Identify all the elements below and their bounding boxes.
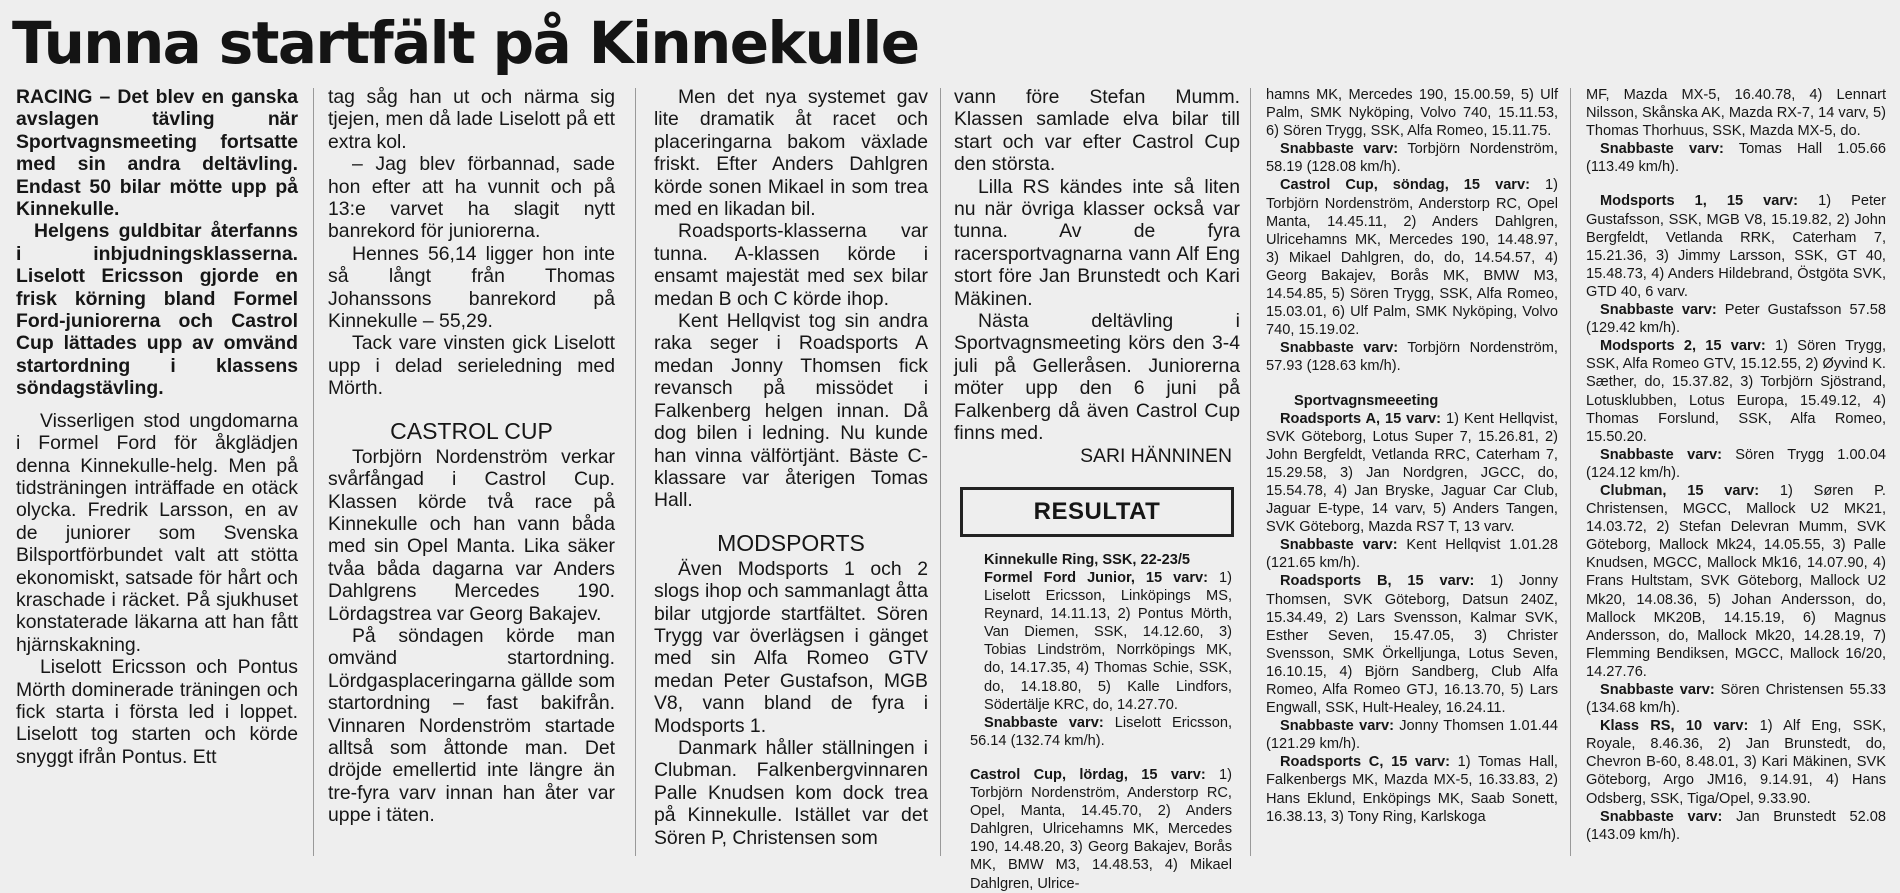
result-text: 1) Peter Gustafsson, SSK, MGB V8, 15.19.82, 2) John Bergfeldt, Vetlanda RRK, Caterham 7, 15.21.36, 3) Jimmy Larsson, SSK, GT 40, 15.48.73, 4) Anders Hildebrand, Östgöta SVK, GTD 40, 6 varv.	[1586, 193, 1887, 300]
body-paragraph: Roadsports-klasserna var tunna. A-klassen körde i ensamt majestät med sex bilar medan B och C körde ihop.	[654, 220, 928, 310]
result-class: Roadsports B, 15 varv:	[1280, 573, 1475, 590]
column-rule	[1250, 88, 1251, 856]
body-paragraph: Hennes 56,14 ligger hon inte så långt från Thomas Johanssons banrekord på Kinnekulle – 55,29.	[328, 242, 615, 333]
lead-paragraph: Helgens guldbitar återfanns i inbjudningsklasserna. Liselott Ericsson gjorde en frisk körning bland Formel Ford-juniorerna och Castrol Cup lättades upp av omvänd startordning i klassens söndagstävling.	[16, 220, 298, 400]
result-text: 1) Alf Eng, SSK, Royale, 8.46.36, 2) Jan Brunstedt, do, Chevron B-60, 8.48.01, 3) Kari Mäkinen, SVK Göteborg, Argo JM16, 9.14.91, 4) Hans Odsberg, SSK, Tiga/Opel, 9.33.90.	[1586, 718, 1887, 807]
column-1	[16, 86, 298, 856]
body-paragraph: – Jag blev förbannad, sade hon efter att ha vunnit och på 13:e varvet ha slagit nytt banrekord för juniorerna.	[328, 153, 615, 243]
body-paragraph: På söndagen körde man omvänd startordning. Lördgasplaceringarna gällde som startordning – fast bakifrån. Vinnaren Nordenström startade alltså som åttonde man. Det dröjde emellertid inte längre än tre-fyra varv innan han åter var uppe i täten.	[328, 624, 615, 827]
body-paragraph: Även Modsports 1 och 2 slogs ihop och sammanlagt åtta bilar utgjorde startfältet. Sören Trygg var överlägsen i gänget med sin Alfa Romeo GTV medan Peter Gustafson, MGB V8, vann bland de fyra i Modsports 1.	[654, 557, 928, 737]
result-text: MF, Mazda MX-5, 16.40.78, 4) Lennart Nilsson, Skånska AK, Mazda RX-7, 14 varv, 5) Thomas Thorhuus, SSK, Mazda MX-5, do.	[1586, 87, 1886, 140]
subhead-castrol-cup: CASTROL CUP	[390, 417, 553, 444]
column-rule	[313, 88, 314, 856]
result-class: Snabbaste varv:	[1600, 141, 1724, 158]
result-entry	[1586, 140, 1886, 176]
column-rule	[940, 88, 941, 856]
column-rule	[635, 88, 636, 856]
result-text: 1) Liselott Ericsson, Linköpings MS, Reynard, 14.11.13, 2) Pontus Mörth, Van Diemen, SSK, 14.12.60, 3) Tobias Lindström, Norrköpings MK, do, 14.17.35, 4) Thomas Schie, SSK, do, 14.18.80, 5) Kalle Lindfors, Södertälje KRC, do, 14.27.70.	[984, 570, 1233, 713]
result-entry	[970, 714, 1232, 750]
result-entry	[1266, 176, 1558, 339]
column-5	[1266, 86, 1558, 856]
result-text: Torbjörn Nordenström, 57.93 (128.63 km/h).	[1266, 340, 1558, 375]
body-paragraph: Visserligen stod ungdomarna i Formel Ford för åkglädjen denna Kinnekulle-helg. Men på tidsträningen inträffade en otäck olycka. Fredrik Larsson, en av de juniorer som Svenska Bilsportförbundet valt att stötta ekonomiskt, satsade för hårt och kraschade i räcket. På sjukhuset konstaterade läkarna att han fått hjärnskakning.	[16, 409, 298, 656]
result-class: Roadsports C, 15 varv:	[1280, 754, 1450, 771]
result-class: Snabbaste varv:	[1280, 141, 1399, 158]
result-class: Roadsports A, 15 varv:	[1280, 410, 1442, 427]
result-text: 1) Tomas Hall, Falkenbergs MK, Mazda MX-5, 16.33.83, 2) Hans Eklund, Enköpings MK, Saab Sonett, 16.38.13, 3) Tony Ring, Karlskoga	[1266, 754, 1558, 825]
result-text: hamns MK, Mercedes 190, 15.00.59, 5) Ulf Palm, SMK Nyköping, Volvo 740, 15.11.53, 6) Sören Trygg, SSK, Alfa Romeo, 15.11.75.	[1266, 87, 1558, 140]
result-text: 1) Søren P. Christensen, MGCC, Mallock U2 MK21, 14.03.72, 2) Stefan Delevran Mumm, SVK Göteborg, Mallock Mk24, 14.05.55, 3) Palle Knudsen, MGCC, Mallock Mk16, 14.07.90, 4) Frans Hultstam, SVK Göteborg, Mallock U2 Mk20, 14.08.36, 5) Johan Andersson, do, Mallock MK20B, 14.15.19, 6) Magnus Andersson, do, Mallock Mk20, 14.28.19, 7) Flemming Bendiksen, MGCC, Mallock 16/20, 14.27.76.	[1586, 482, 1886, 680]
result-entry	[970, 569, 1232, 714]
result-class: Snabbaste varv:	[1600, 808, 1723, 825]
result-entry	[1266, 410, 1558, 537]
result-class: Snabbaste varv:	[1280, 718, 1394, 735]
body-paragraph: Men det nya systemet gav lite dramatik åt racet och placeringarna bakom växlade friskt. Efter Anders Dahlgren körde sonen Mikael in som trea med en likadan bil.	[654, 86, 928, 221]
headline: Tunna startfält på Kinnekulle	[12, 9, 919, 77]
result-text: 1) Kent Hellqvist, SVK Göteborg, Lotus Super 7, 15.26.81, 2) John Bergfeldt, Vetlanda RRC, Caterham 7, 15.29.58, 3) Jan Nordgren, JGCC, do, 15.54.78, 4) Jan Bryske, Jaguar Car Club, Jaguar E-type, 14 varv, 5) Anders Tangen, SVK Göteborg, Mazda RS7 T, 13 varv.	[1266, 410, 1558, 536]
result-entry	[1586, 446, 1886, 482]
result-text: 1) Sören Trygg, SSK, Alfa Romeo GTV, 15.12.55, 2) Øyvind K. Sæther, do, 15.37.82, 3) Torbjörn Sjöstrand, Lotusklubben, Lotus Europa, 15.49.12, 4) Thomas Forslund, SSK, Alfa Romeo, 15.50.20.	[1586, 338, 1886, 445]
result-class: Clubman, 15 varv:	[1600, 482, 1760, 499]
result-text: Kent Hellqvist 1.01.28 (121.65 km/h).	[1266, 537, 1558, 572]
result-text: Jonny Thomsen 1.01.44 (121.29 km/h).	[1266, 718, 1558, 753]
column-3	[654, 86, 928, 856]
result-text: Sören Trygg 1.00.04 (124.12 km/h).	[1586, 446, 1886, 481]
result-entry	[1266, 86, 1558, 140]
results-header: Kinnekulle Ring, SSK, 22-23/5	[984, 551, 1190, 568]
result-class: Snabbaste varv:	[1600, 446, 1722, 463]
result-entry	[1586, 717, 1886, 807]
result-class: Modsports 1, 15 varv:	[1600, 193, 1799, 210]
results-box	[960, 487, 1234, 537]
result-entry	[1586, 337, 1886, 446]
result-class: Snabbaste varv:	[1280, 340, 1399, 357]
result-entry	[1266, 717, 1558, 753]
body-paragraph: Lilla RS kändes inte så liten nu när övriga klasser också var tunna. Av de fyra racersportvagnarna vann Alf Eng stort före Jan Brunstedt och Kari Mäkinen.	[954, 175, 1240, 310]
lead-paragraph: RACING – Det blev en ganska avslagen tävling när Sportvagnsmeeting fortsatte med sin andra deltävling. Endast 50 bilar mötte upp på Kinnekulle.	[16, 86, 298, 221]
result-entry	[1586, 808, 1886, 844]
result-entry	[1266, 753, 1558, 825]
body-paragraph: Kent Hellqvist tog sin andra raka seger i Roadsports A medan Jonny Thomsen fick revansch på missödet i Falkenberg helgen innan. Då dog bilen i ledning. Nu kunde han vinna välförtjänt. Bäste C-klassare var återigen Tomas Hall.	[654, 310, 928, 512]
body-paragraph: vann före Stefan Mumm. Klassen samlade elva bilar till start och var efter Castrol Cup den största.	[954, 86, 1240, 176]
result-entry	[1586, 86, 1886, 140]
body-paragraph: Torbjörn Nordenström verkar svårfångad i Castrol Cup. Klassen körde två race på Kinnekulle och han vann båda med sin Opel Manta. Lika säker tvåa båda dagarna var Anders Dahlgrens Mercedes 190. Lördagstrea var Georg Bakajev.	[328, 445, 615, 625]
result-text: Torbjörn Nordenström, 58.19 (128.08 km/h).	[1266, 141, 1558, 176]
result-text: 1) Torbjörn Nordenström, Anderstorp RC, Opel Manta, 14.45.11, 2) Anders Dahlgren, Ulricehamns MK, Mercedes 190, 14.48.97, 3) Mikael Dahlgren, do, do, 14.54.57, 4) Georg Bakajev, Borås MK, BMW M3, 14.54.85, 5) Sören Trygg, SSK, Alfa Romeo, 15.03.01, 6) Ulf Palm, SMK Nyköping, Volvo 740, 15.19.02.	[1266, 177, 1558, 339]
result-entry	[1586, 192, 1886, 301]
results-label: RESULTAT	[1033, 497, 1161, 525]
body-paragraph: Tack vare vinsten gick Liselott upp i delad serieledning med Mörth.	[328, 332, 615, 400]
result-entry	[1266, 536, 1558, 572]
body-paragraph: Danmark håller ställningen i Clubman. Falkenbergvinnaren Palle Knudsen kom dock trea på Kinnekulle. Istället var det Sören P, Christensen som	[654, 736, 928, 849]
result-entry	[970, 766, 1232, 893]
column-2	[328, 86, 615, 856]
result-text: Liselott Ericsson, 56.14 (132.74 km/h).	[970, 714, 1232, 749]
results-section-title: Sportvagnsmeeeting	[1294, 392, 1439, 409]
result-class: Formel Ford Junior, 15 varv:	[984, 570, 1209, 586]
result-text: Sören Christensen 55.33 (134.68 km/h).	[1586, 682, 1886, 717]
result-text: 1) Torbjörn Nordenström, Anderstorp RC, Opel, Manta, 14.45.70, 2) Anders Dahlgren, Ulricehamns MK, Mercedes 190, 14.48.20, 3) Georg Bakajev, Borås MK, BMW M3, 14.48.53, 4) Mikael Dahlgren, Ulrice-	[970, 766, 1232, 892]
column-rule	[1570, 88, 1571, 856]
result-entry	[1586, 681, 1886, 717]
result-text: Tomas Hall 1.05.66 (113.49 km/h).	[1586, 141, 1887, 176]
body-paragraph: Liselott Ericsson och Pontus Mörth dominerade träningen och fick starta i första led i loppet. Liselott tog starten och körde snyggt ifrån Pontus. Ett	[16, 656, 298, 768]
result-text: Peter Gustafsson 57.58 (129.42 km/h).	[1586, 302, 1886, 337]
lead-paragraphs	[16, 86, 298, 400]
column-4	[954, 86, 1240, 892]
result-entry	[1586, 482, 1886, 681]
body-paragraph: tag såg han ut och närma sig tjejen, men då lade Liselott på ett extra kol.	[328, 86, 615, 153]
result-class: Castrol Cup, söndag, 15 varv:	[1280, 177, 1530, 194]
result-class: Snabbaste varv:	[984, 714, 1104, 731]
result-class: Snabbaste varv:	[1600, 682, 1715, 698]
result-text: Jan Brunstedt 52.08 (143.09 km/h).	[1586, 808, 1886, 843]
result-entry	[1586, 301, 1886, 337]
column-6	[1586, 86, 1886, 856]
result-entry	[1266, 572, 1558, 717]
subhead-modsports: MODSPORTS	[717, 529, 865, 556]
result-class: Snabbaste varv:	[1600, 302, 1717, 319]
result-class: Klass RS, 10 varv:	[1600, 718, 1749, 735]
result-class: Castrol Cup, lördag, 15 varv:	[970, 766, 1206, 783]
result-class: Snabbaste varv:	[1280, 537, 1398, 554]
result-entry	[1266, 339, 1558, 375]
result-text: 1) Jonny Thomsen, SVK Göteborg, Datsun 240Z, 15.34.49, 2) Lars Svensson, Kalmar SVK, Esther Seven, 15.47.05, 3) Christer Svensson, SMK Örkelljunga, Lotus Seven, 16.10.15, 4) Björn Sandberg, Club Alfa Romeo, Alfa Romeo GTJ, 16.13.70, 5) Lars Engwall, SSK, Hult-Healey, 16.24.11.	[1266, 573, 1559, 717]
author-signature: SARI HÄNNINEN	[1080, 444, 1232, 467]
result-class: Modsports 2, 15 varv:	[1600, 338, 1766, 355]
result-entry	[1266, 140, 1558, 176]
body-paragraph: Nästa deltävling i Sportvagnsmeeting körs den 3-4 juli på Gelleråsen. Juniorerna möter upp den 6 juni på Falkenberg då även Castrol Cup finns med.	[954, 310, 1240, 445]
